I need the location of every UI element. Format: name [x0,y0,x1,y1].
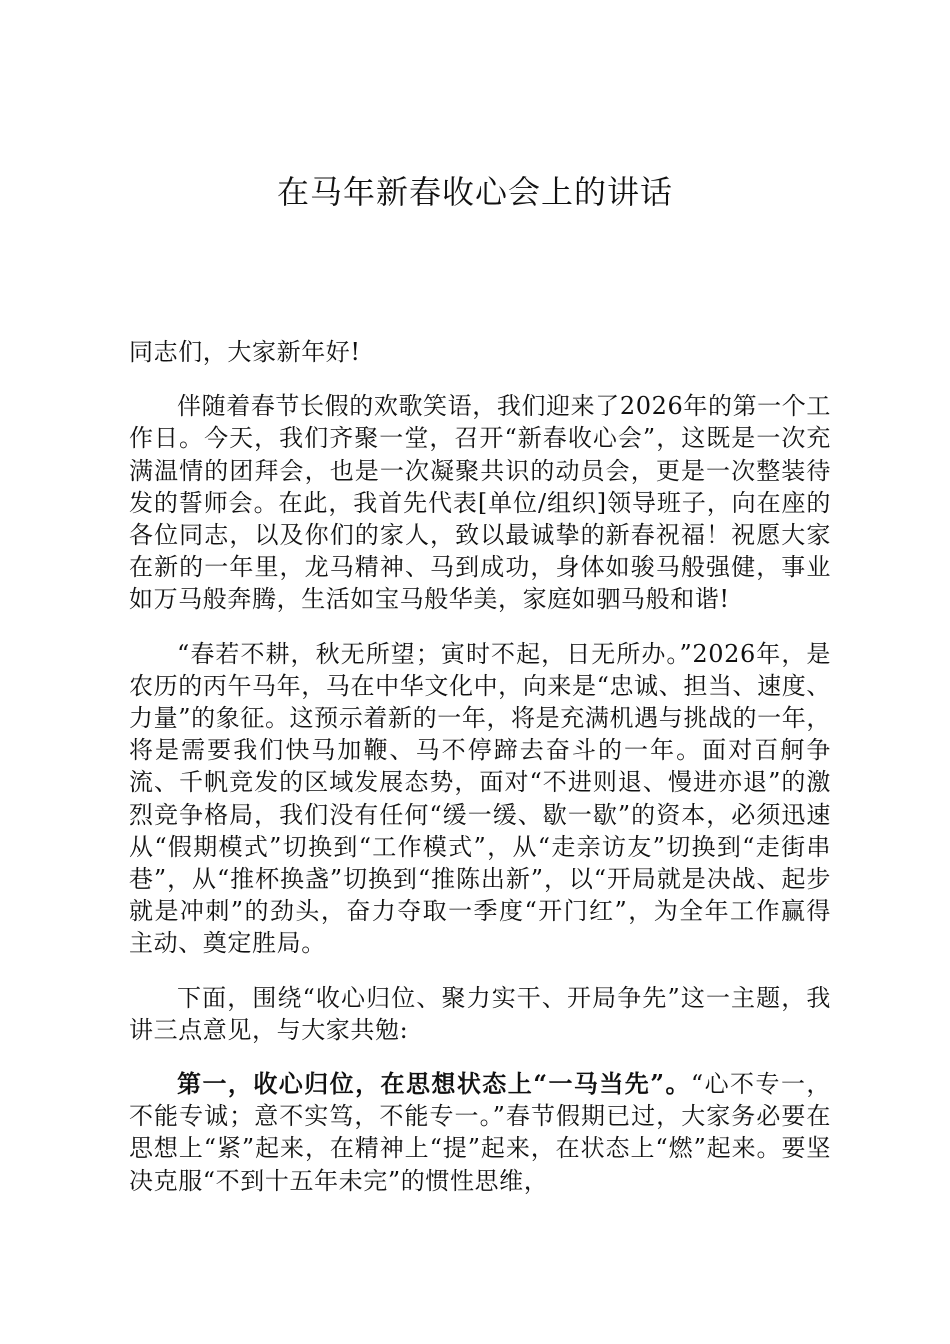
section-one-paragraph [129,1068,831,1197]
section-one-text: “心不专一，不能专诚；意不实笃，不能专一。”春节假期已过，大家务必要在思想上“紧”起来，在精神上“提”起来，在状态上“燃”起来。要坚决克服“不到十五年未完”的惯性思维， [129,1070,831,1195]
body-paragraph: “春若不耕，秋无所望；寅时不起，日无所办。”2026年，是农历的丙午马年，马在中华文化中，向来是“忠诚、担当、速度、力量”的象征。这预示着新的一年，将是充满机遇与挑战的一年，将是需要我们快马加鞭、马不停蹄去奋斗的一年。面对百舸争流、千帆竞发的区域发展态势，面对“不进则退、慢进亦退”的激烈竞争格局，我们没有任何“缓一缓、歇一歇”的资本，必须迅速从“假期模式”切换到“工作模式”，从“走亲访友”切换到“走街串巷”，从“推杯换盏”切换到“推陈出新”，以“开局就是决战、起步就是冲刺”的劲头，奋力夺取一季度“开门红”，为全年工作赢得主动、奠定胜局。 [129,639,831,958]
greeting-paragraph: 同志们，大家新年好! [129,338,361,366]
body-paragraph: 下面，围绕“收心归位、聚力实干、开局争先”这一主题，我讲三点意见，与大家共勉: [129,983,831,1044]
section-one-heading: 第一，收心归位，在思想状态上“一马当先”。 [177,1069,691,1099]
body-paragraph: 伴随着春节长假的欢歌笑语，我们迎来了2026年的第一个工作日。今天，我们齐聚一堂，召开“新春收心会”，这既是一次充满温情的团拜会，也是一次凝聚共识的动员会，更是一次整装待发的誓师会。在此，我首先代表[单位/组织]领导班子，向在座的各位同志，以及你们的家人，致以最诚挚的新春祝福！祝愿大家在新的一年里，龙马精神、马到成功，身体如骏马般强健，事业如万马般奔腾，生活如宝马般华美，家庭如驷马般和谐! [129,392,831,614]
document-title: 在马年新春收心会上的讲话 [276,173,673,211]
document-body [129,336,831,1219]
